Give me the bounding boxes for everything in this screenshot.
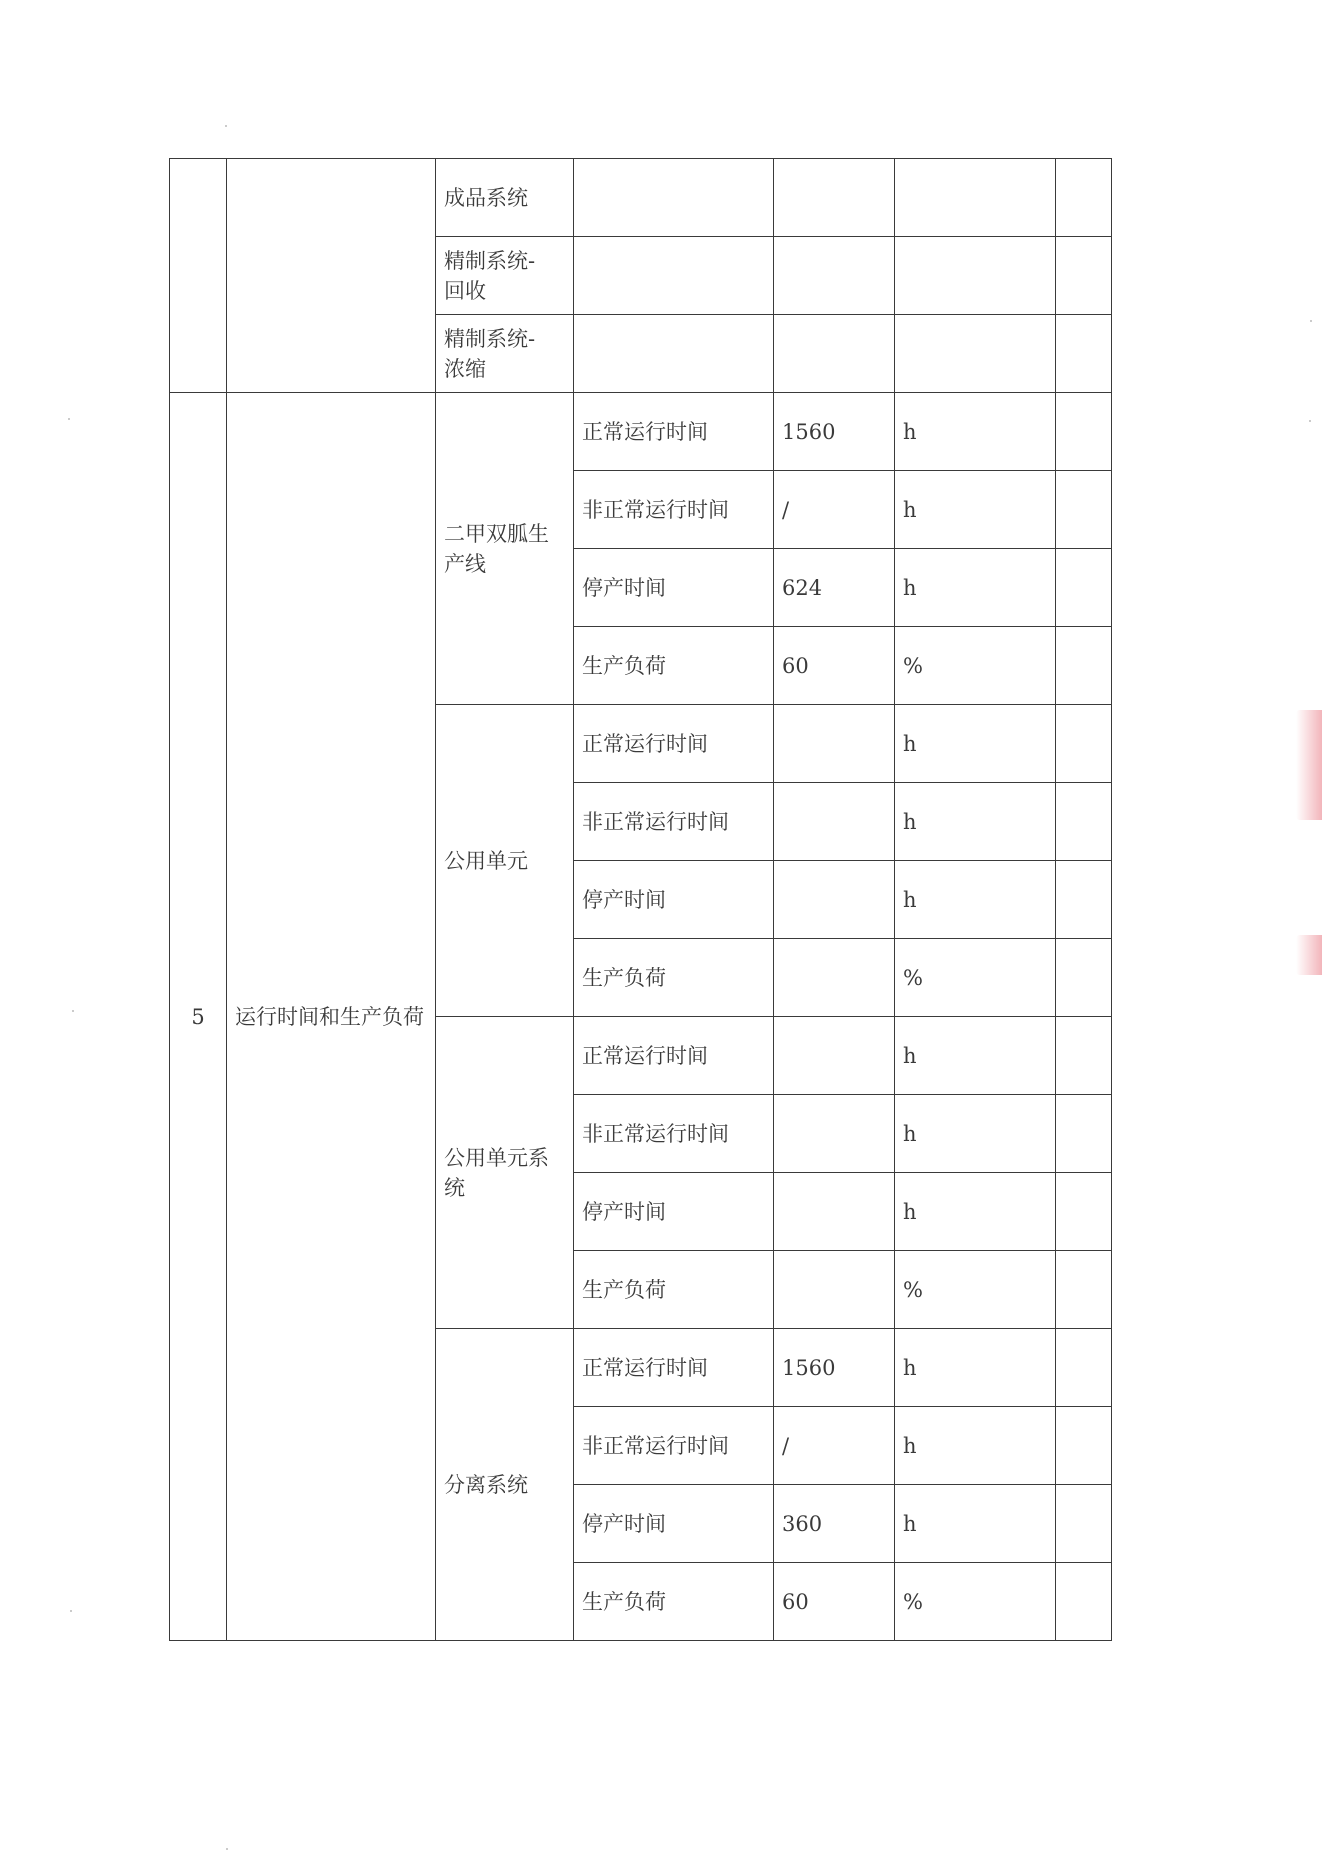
item-unit: h [895, 861, 1056, 939]
group-name: 公用单元 [436, 705, 574, 1017]
item-unit: % [895, 1251, 1056, 1329]
scan-speck [225, 125, 227, 127]
item-note [1056, 1251, 1112, 1329]
scan-speck [1310, 320, 1312, 322]
cell-item [574, 159, 774, 237]
item-value [774, 1095, 895, 1173]
item-value: 624 [774, 549, 895, 627]
table-row [170, 393, 1112, 471]
item-note [1056, 549, 1112, 627]
item-unit: % [895, 627, 1056, 705]
item-value [774, 861, 895, 939]
table-body [170, 159, 1112, 1641]
item-note [1056, 861, 1112, 939]
item-unit: h [895, 1173, 1056, 1251]
item-value [774, 939, 895, 1017]
section-title: 运行时间和生产负荷 [227, 393, 436, 1641]
item-label: 生产负荷 [574, 939, 774, 1017]
item-note [1056, 393, 1112, 471]
group-name: 分离系统 [436, 1329, 574, 1641]
item-note [1056, 1407, 1112, 1485]
group-name: 二甲双胍生产线 [436, 393, 574, 705]
item-unit: h [895, 705, 1056, 783]
item-value: 1560 [774, 1329, 895, 1407]
cell-no [170, 159, 227, 393]
scan-speck [226, 1848, 228, 1850]
item-value [774, 1173, 895, 1251]
item-value [774, 783, 895, 861]
item-label: 非正常运行时间 [574, 1095, 774, 1173]
item-unit: h [895, 471, 1056, 549]
table-row [170, 159, 1112, 237]
cell-value [774, 159, 895, 237]
item-label: 非正常运行时间 [574, 471, 774, 549]
item-unit: h [895, 783, 1056, 861]
item-label: 正常运行时间 [574, 705, 774, 783]
item-note [1056, 705, 1112, 783]
item-value: 360 [774, 1485, 895, 1563]
cell-subsystem: 成品系统 [436, 159, 574, 237]
item-value: 1560 [774, 393, 895, 471]
item-unit: h [895, 1485, 1056, 1563]
item-label: 非正常运行时间 [574, 783, 774, 861]
item-value: 60 [774, 627, 895, 705]
item-note [1056, 1095, 1112, 1173]
cell-note [1056, 315, 1112, 393]
item-value [774, 1251, 895, 1329]
item-label: 生产负荷 [574, 1563, 774, 1641]
item-unit: h [895, 393, 1056, 471]
scan-speck [72, 1010, 74, 1012]
cell-unit [895, 237, 1056, 315]
data-table [169, 158, 1112, 1641]
item-label: 正常运行时间 [574, 393, 774, 471]
item-label: 停产时间 [574, 861, 774, 939]
scan-speck [1309, 420, 1311, 422]
group-name: 公用单元系统 [436, 1017, 574, 1329]
item-unit: h [895, 1329, 1056, 1407]
item-note [1056, 1563, 1112, 1641]
item-note [1056, 627, 1112, 705]
item-label: 停产时间 [574, 549, 774, 627]
item-note [1056, 1173, 1112, 1251]
item-label: 正常运行时间 [574, 1329, 774, 1407]
item-label: 正常运行时间 [574, 1017, 774, 1095]
item-value [774, 705, 895, 783]
scan-speck [68, 418, 70, 420]
item-note [1056, 471, 1112, 549]
item-note [1056, 1329, 1112, 1407]
item-value: / [774, 1407, 895, 1485]
item-unit: h [895, 1017, 1056, 1095]
cell-subsystem: 精制系统- 浓缩 [436, 315, 574, 393]
item-label: 停产时间 [574, 1485, 774, 1563]
item-note [1056, 1017, 1112, 1095]
cell-value [774, 237, 895, 315]
stamp-fragment [1296, 935, 1322, 975]
cell-unit [895, 315, 1056, 393]
item-unit: % [895, 1563, 1056, 1641]
item-unit: % [895, 939, 1056, 1017]
item-value [774, 1017, 895, 1095]
item-unit: h [895, 1407, 1056, 1485]
item-label: 停产时间 [574, 1173, 774, 1251]
cell-title [227, 159, 436, 393]
item-note [1056, 783, 1112, 861]
item-unit: h [895, 549, 1056, 627]
cell-value [774, 315, 895, 393]
item-value: / [774, 471, 895, 549]
scan-speck [70, 1610, 72, 1612]
item-note [1056, 1485, 1112, 1563]
section-number: 5 [170, 393, 227, 1641]
stamp-fragment [1296, 710, 1322, 820]
item-value: 60 [774, 1563, 895, 1641]
item-label: 生产负荷 [574, 1251, 774, 1329]
item-label: 非正常运行时间 [574, 1407, 774, 1485]
cell-item [574, 237, 774, 315]
item-note [1056, 939, 1112, 1017]
cell-item [574, 315, 774, 393]
cell-note [1056, 159, 1112, 237]
cell-subsystem: 精制系统- 回收 [436, 237, 574, 315]
cell-unit [895, 159, 1056, 237]
cell-note [1056, 237, 1112, 315]
item-label: 生产负荷 [574, 627, 774, 705]
item-unit: h [895, 1095, 1056, 1173]
